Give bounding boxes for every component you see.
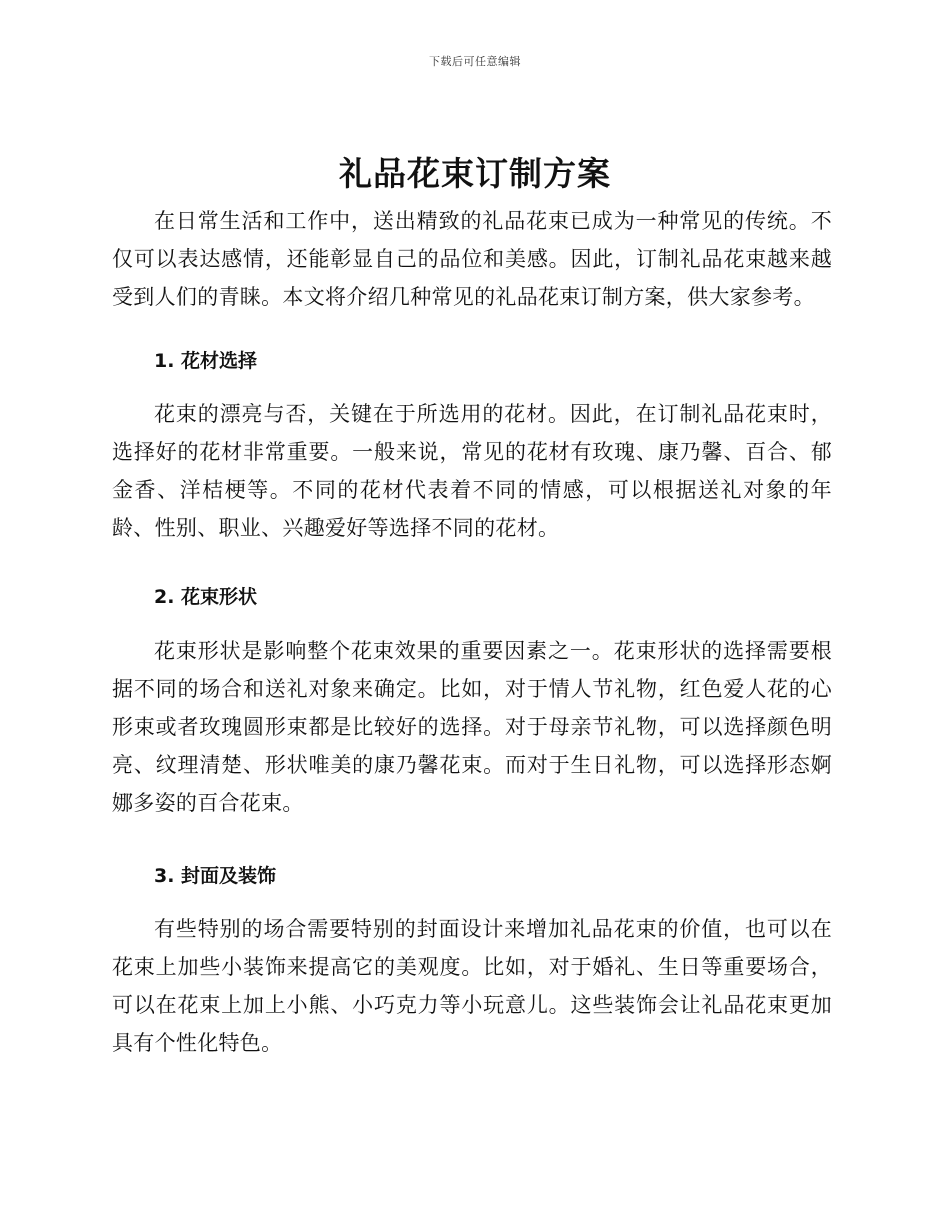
section-heading-decoration: 3. 封面及装饰 [154, 865, 277, 887]
section-body-shape: 花束形状是影响整个花束效果的重要因素之一。花束形状的选择需要根据不同的场合和送礼对象来确定。比如，对于情人节礼物，红色爱人花的心形束或者玫瑰圆形束都是比较好的选择。对于母亲节礼物，可以选择颜色明亮、纹理清楚、形状唯美的康乃馨花束。而对于生日礼物，可以选择形态婀娜多姿的百合花束。 [112, 639, 832, 815]
section-heading-shape: 2. 花束形状 [154, 586, 258, 608]
section-heading-materials: 1. 花材选择 [154, 350, 258, 372]
page-title: 礼品花束订制方案 [339, 154, 611, 193]
intro-paragraph: 在日常生活和工作中，送出精致的礼品花束已成为一种常见的传统。不仅可以表达感情，还能彰显自己的品位和美感。因此，订制礼品花束越来越受到人们的青睐。本文将介绍几种常见的礼品花束订制方案，供大家参考。 [112, 209, 832, 309]
section-body-decoration: 有些特别的场合需要特别的封面设计来增加礼品花束的价值，也可以在花束上加些小装饰来提高它的美观度。比如，对于婚礼、生日等重要场合，可以在花束上加上小熊、小巧克力等小玩意儿。这些装饰会让礼品花束更加具有个性化特色。 [112, 917, 832, 1055]
page-header-note: 下载后可任意编辑 [429, 55, 521, 68]
section-body-materials: 花束的漂亮与否，关键在于所选用的花材。因此，在订制礼品花束时，选择好的花材非常重要。一般来说，常见的花材有玫瑰、康乃馨、百合、郁金香、洋桔梗等。不同的花材代表着不同的情感，可以根据送礼对象的年龄、性别、职业、兴趣爱好等选择不同的花材。 [112, 402, 832, 540]
